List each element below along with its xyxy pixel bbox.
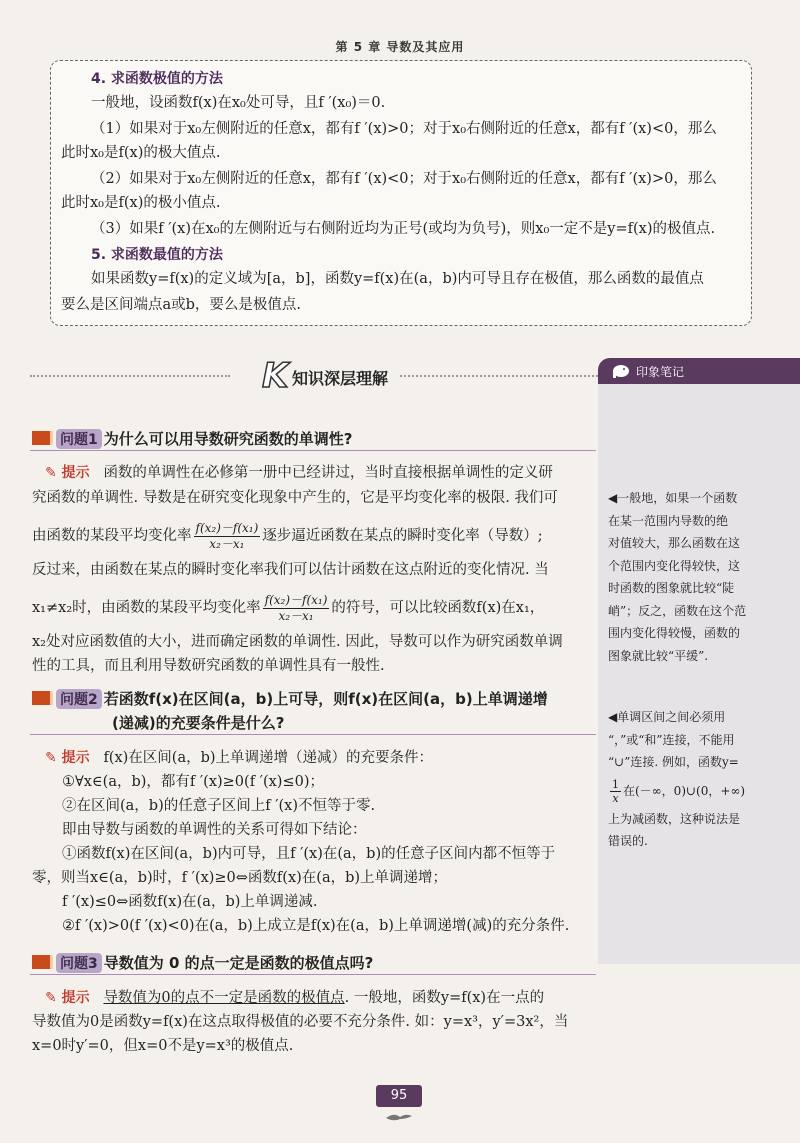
q1-frac2-num: f(x₂)－f(x₁) (264, 592, 328, 607)
note1-line: 围内变化得较慢，函数的 (608, 626, 741, 640)
note1-line: 图象就比较“平缓”. (608, 648, 709, 663)
question3-heading (32, 952, 373, 973)
note2-line (608, 774, 745, 808)
side-note-header (598, 358, 800, 384)
q3-line1-underlined: 导数值为0的点不一定是函数的极值点 (103, 990, 345, 1006)
q1-line5b: 的符号，可以比较函数f(x)在x₁， (331, 600, 545, 616)
q1-line3 (32, 516, 543, 556)
note2-line: “，”或“和”连接，不能用 (608, 732, 735, 747)
note1-line: 个范围内变化得较快，这 (608, 558, 741, 573)
q1-line5 (32, 588, 544, 628)
hint-label: ✎ 提示 (45, 465, 90, 481)
q1-line1-text: 函数的单调性在必修第一册中已经讲过，当时直接根据单调性的定义研 (103, 465, 553, 481)
q1-line1 (45, 463, 553, 483)
q2-line5: ①函数f(x)在区间(a，b)内可导，且f ′(x)在(a，b)的任意子区间内都不恒等于 (62, 846, 556, 862)
hint-label: ✎ 提示 (45, 750, 90, 766)
page-number: 95 (376, 1085, 422, 1107)
q2-line7: f ′(x)≤0⇔函数f(x)在(a，b)上单调递减. (62, 894, 318, 910)
q1-line2: 究函数的单调性. 导数是在研究变化现象中产生的，它是平均变化率的极限. 我们可 (32, 490, 558, 506)
sec4-p2a: （2）如果对于x₀左侧附近的任意x，都有f ′(x)<0；对于x₀右侧附近的任意x，都有f ′(x)>0，那么 (91, 171, 717, 187)
sec5-p1b: 要么是区间端点a或b，要么是极值点. (61, 297, 302, 313)
book-icon (32, 691, 53, 705)
question2-title-a: 若函数f(x)在区间(a，b)上可导，则f(x)在区间(a，b)上单调递增 (103, 690, 548, 708)
q1-frac2-den: x₂－x₁ (278, 608, 314, 623)
q3-line2: 导数值为0是函数y=f(x)在这点取得极值的必要不充分条件. 如：y=x³，y′=3x²，当 (32, 1014, 569, 1030)
note1-line: 在某一范围内导数的绝 (608, 513, 729, 528)
q1-frac1-den: x₂－x₁ (209, 536, 245, 551)
q1-line7: 性的工具，而且利用导数研究函数的单调性具有一般性. (32, 658, 385, 674)
question1-title: 为什么可以用导数研究函数的单调性? (103, 430, 353, 448)
q2-line3: ②在区间(a，b)的任意子区间上f ′(x)不恒等于零. (62, 798, 376, 814)
q2-line4: 即由导数与函数的单调性的关系可得如下结论： (62, 822, 367, 838)
elephant-icon (610, 362, 630, 380)
q1-frac1-num: f(x₂)－f(x₁) (195, 520, 259, 535)
hint-text: 提示 (61, 750, 90, 766)
sec5-p1a: 如果函数y=f(x)的定义域为[a，b]，函数y=f(x)在(a，b)内可导且存在极值，那么函数的最值点 (91, 271, 704, 287)
chapter-header: 第 5 章 导数及其应用 (335, 40, 465, 54)
question1-heading (32, 428, 352, 449)
note2-line: “∪”连接. 例如，函数y= (608, 755, 739, 769)
section-title: 知识深层理解 (292, 369, 389, 388)
note2 (608, 706, 745, 853)
sec4-title: 4. 求函数极值的方法 (91, 71, 223, 87)
question3-rule (30, 974, 596, 975)
note2-line-text: 在(－∞，0)∪(0，+∞) (623, 783, 746, 798)
hint-text: 提示 (61, 465, 90, 481)
sec5-title: 5. 求函数最值的方法 (91, 247, 223, 263)
question2-heading (32, 688, 548, 709)
q2-line6: 零，则当x∈(a，b)时，f ′(x)≥0⇔函数f(x)在(a，b)上单调递增； (32, 870, 448, 886)
q2-line8: ②f ′(x)>0(f ′(x)<0)在(a，b)上成立是f(x)在(a，b)上单调递增(减)的充分条件. (62, 918, 570, 934)
bird-ornament-icon (384, 1110, 414, 1124)
question1-rule (30, 450, 596, 451)
summary-box (50, 60, 752, 326)
dotted-divider-right (400, 375, 598, 377)
section-k-letter: K (262, 356, 289, 396)
note2-line: ◀单调区间之间必须用 (608, 710, 726, 724)
q1-fraction-1 (194, 521, 261, 552)
side-note-panel (598, 384, 800, 964)
book-icon (32, 431, 53, 445)
q3-line1-rest: . 一般地，函数y=f(x)在一点的 (344, 990, 545, 1006)
q1-line3a: 由函数的某段平均变化率 (32, 528, 192, 544)
q1-line6: x₂处对应函数值的大小，进而确定函数的单调性. 因此，导数可以作为研究函数单调 (32, 634, 563, 650)
section-title-bar (30, 356, 598, 396)
hint-label: ✎ 提示 (45, 990, 90, 1006)
note1-line: 对值较大，那么函数在这 (608, 536, 741, 550)
q3-line3: x=0时y′=0，但x=0不是y=x³的极值点. (32, 1038, 294, 1054)
q1-line5a: x₁≠x₂时，由函数的某段平均变化率 (32, 600, 261, 616)
note2-line: 上为减函数，这种说法是 (608, 811, 741, 826)
side-note-title: 印象笔记 (636, 365, 685, 379)
note1-line: ◀一般地，如果一个函数 (608, 491, 738, 505)
note2-frac-num: 1 (612, 777, 619, 791)
note1-line: 峭”；反之，函数在这个范 (608, 603, 747, 618)
question2-badge: 问题2 (56, 689, 102, 709)
sec4-p2b: 此时x₀是f(x)的极小值点. (61, 195, 221, 211)
sec4-p1b: 此时x₀是f(x)的极大值点. (61, 145, 221, 161)
note2-frac-den: x (612, 791, 619, 805)
q1-line3b: 逐步逼近函数在某点的瞬时变化率（导数）; (262, 528, 543, 544)
book-icon (32, 955, 53, 969)
q2-line2: ①∀x∈(a，b)，都有f ′(x)≥0(f ′(x)≤0)； (62, 774, 324, 790)
sec4-p1a: （1）如果对于x₀左侧附近的任意x，都有f ′(x)>0；对于x₀右侧附近的任意x，都有f ′(x)<0，那么 (91, 121, 717, 137)
question2-title-b: (递减)的充要条件是什么? (112, 714, 285, 732)
note1 (608, 487, 746, 667)
sec4-intro: 一般地，设函数f(x)在x₀处可导，且f ′(x₀)＝0. (91, 95, 386, 111)
question3-badge: 问题3 (56, 953, 102, 973)
hint-text: 提示 (61, 990, 90, 1006)
q1-line4: 反过来，由函数在某点的瞬时变化率我们可以估计函数在这点附近的变化情况. 当 (32, 562, 549, 578)
q1-fraction-2 (263, 593, 330, 624)
question1-badge: 问题1 (56, 429, 102, 449)
sec4-p3: （3）如果f ′(x)在x₀的左侧附近与右侧附近均为正号(或均为负号)，则x₀一定不是y=f(x)的极值点. (91, 221, 716, 237)
q2-line1 (45, 748, 433, 768)
note1-line: 时函数的图象就比较“陡 (608, 581, 735, 595)
dotted-divider-left (30, 375, 230, 377)
q2-line1-text: f(x)在区间(a，b)上单调递增（递减）的充要条件： (103, 750, 434, 766)
question3-title: 导数值为 0 的点一定是函数的极值点吗? (103, 954, 374, 972)
note2-line: 错误的. (608, 834, 648, 848)
question2-rule (30, 734, 596, 735)
q3-line1 (45, 988, 544, 1008)
note2-fraction (610, 778, 621, 805)
